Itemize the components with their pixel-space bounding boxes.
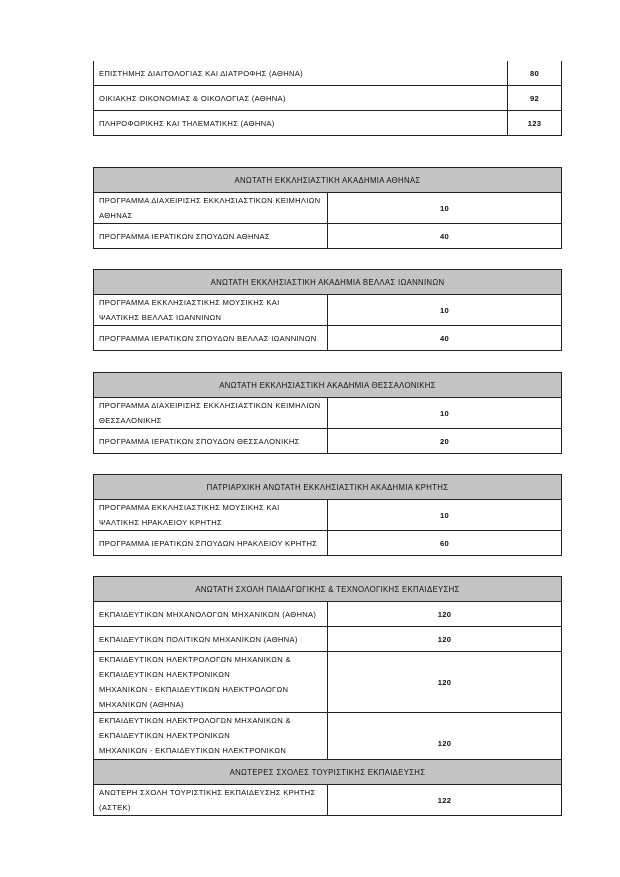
- program-name: [94, 602, 328, 627]
- program-name: [94, 627, 328, 652]
- institution-header: [94, 373, 562, 398]
- institution-header: [94, 168, 562, 193]
- places-count: 10: [328, 193, 562, 224]
- places-count: 20: [328, 429, 562, 454]
- institution-table-thessaloniki-academy: [93, 372, 562, 454]
- program-name: [94, 111, 508, 136]
- institution-title: ΑΝΩΤΑΤΗ ΕΚΚΛΗΣΙΑΣΤΙΚΗ ΑΚΑΔΗΜΙΑ ΑΘΗΝΑΣ: [94, 168, 562, 193]
- program-name-line: ΑΝΩΤΕΡΗ ΣΧΟΛΗ ΤΟΥΡΙΣΤΙΚΗΣ ΕΚΠΑΙΔΕΥΣΗΣ ΚΡΗΤΗΣ (ΑΣΤΕΚ): [99, 788, 316, 812]
- institution-table-tourism-schools: [93, 759, 562, 816]
- program-name: [94, 531, 328, 556]
- program-name-line: ΕΚΠΑΙΔΕΥΤΙΚΩΝ ΗΛΕΚΤΡΟΛΟΓΩΝ ΜΗΧΑΝΙΚΩΝ & ΕΚΠΑΙΔΕΥΤΙΚΩΝ ΗΛΕΚΤΡΟΝΙΚΩΝ: [99, 716, 291, 740]
- places-count: 10: [328, 295, 562, 326]
- table-row: [94, 627, 562, 652]
- places-count: 120: [328, 602, 562, 627]
- institution-header: [94, 760, 562, 785]
- table-row: [94, 86, 562, 111]
- program-name: [94, 224, 328, 249]
- places-count: 92: [508, 86, 562, 111]
- places-count: 40: [328, 224, 562, 249]
- places-count: 122: [328, 785, 562, 816]
- institution-title: ΑΝΩΤΑΤΗ ΣΧΟΛΗ ΠΑΙΔΑΓΩΓΙΚΗΣ & ΤΕΧΝΟΛΟΓΙΚΗΣ ΕΚΠΑΙΔΕΥΣΗΣ: [94, 577, 562, 602]
- table-row: [94, 531, 562, 556]
- institution-table-crete-academy: [93, 474, 562, 556]
- program-name-line: ΠΡΟΓΡΑΜΜΑ ΕΚΚΛΗΣΙΑΣΤΙΚΗΣ ΜΟΥΣΙΚΗΣ ΚΑΙ ΨΑΛΤΙΚΗΣ ΒΕΛΛΑΣ ΙΩΑΝΝΙΝΩΝ: [99, 298, 280, 322]
- program-name-line: ΠΡΟΓΡΑΜΜΑ ΕΚΚΛΗΣΙΑΣΤΙΚΗΣ ΜΟΥΣΙΚΗΣ ΚΑΙ ΨΑΛΤΙΚΗΣ ΗΡΑΚΛΕΙΟΥ ΚΡΗΤΗΣ: [99, 503, 280, 527]
- institution-title: ΑΝΩΤΑΤΗ ΕΚΚΛΗΣΙΑΣΤΙΚΗ ΑΚΑΔΗΜΙΑ ΘΕΣΣΑΛΟΝΙΚΗΣ: [94, 373, 562, 398]
- program-name-line: ΠΡΟΓΡΑΜΜΑ ΙΕΡΑΤΙΚΩΝ ΣΠΟΥΔΩΝ ΗΡΑΚΛΕΙΟΥ ΚΡΗΤΗΣ: [99, 538, 318, 548]
- program-name: [94, 785, 328, 816]
- program-name-line: ΜΗΧΑΝΙΚΩΝ - ΕΚΠΑΙΔΕΥΤΙΚΩΝ ΗΛΕΚΤΡΟΝΙΚΩΝ: [99, 746, 287, 755]
- program-name-line: ΠΡΟΓΡΑΜΜΑ ΙΕΡΑΤΙΚΩΝ ΣΠΟΥΔΩΝ ΒΕΛΛΑΣ ΙΩΑΝΝΙΝΩΝ: [99, 333, 317, 343]
- program-name-line: ΕΠΙΣΤΗΜΗΣ ΔΙΑΙΤΟΛΟΓΙΑΣ ΚΑΙ ΔΙΑΤΡΟΦΗΣ (ΑΘΗΝΑ): [99, 68, 303, 78]
- institution-table-athens-academy: [93, 167, 562, 249]
- program-name: [94, 86, 508, 111]
- program-name-line: ΕΚΠΑΙΔΕΥΤΙΚΩΝ ΠΟΛΙΤΙΚΩΝ ΜΗΧΑΝΙΚΩΝ (ΑΘΗΝΑ): [99, 634, 298, 644]
- table-row: [94, 326, 562, 351]
- program-name: [94, 429, 328, 454]
- institution-table-vella-academy: [93, 269, 562, 351]
- places-count: 120: [328, 627, 562, 652]
- program-name: [94, 61, 508, 86]
- institution-header: [94, 475, 562, 500]
- places-count: 80: [508, 61, 562, 86]
- table-row: [94, 193, 562, 224]
- table-row: [94, 224, 562, 249]
- places-count: 40: [328, 326, 562, 351]
- program-name: [94, 193, 328, 224]
- places-count: 60: [328, 531, 562, 556]
- table-row: [94, 785, 562, 816]
- institution-title: ΑΝΩΤΑΤΗ ΕΚΚΛΗΣΙΑΣΤΙΚΗ ΑΚΑΔΗΜΙΑ ΒΕΛΛΑΣ ΙΩΑΝΝΙΝΩΝ: [94, 270, 562, 295]
- table-row: [94, 500, 562, 531]
- program-name-line: ΠΛΗΡΟΦΟΡΙΚΗΣ ΚΑΙ ΤΗΛΕΜΑΤΙΚΗΣ (ΑΘΗΝΑ): [99, 118, 275, 128]
- program-name: [94, 326, 328, 351]
- program-name-line: ΜΗΧΑΝΙΚΩΝ - ΕΚΠΑΙΔΕΥΤΙΚΩΝ ΗΛΕΚΤΡΟΛΟΓΩΝ ΜΗΧΑΝΙΚΩΝ (ΑΘΗΝΑ): [99, 685, 289, 709]
- program-name-line: ΠΡΟΓΡΑΜΜΑ ΔΙΑΧΕΙΡΙΣΗΣ ΕΚΚΛΗΣΙΑΣΤΙΚΩΝ ΚΕΙΜΗΛΙΩΝ ΑΘΗΝΑΣ: [99, 196, 321, 220]
- table-row: [94, 398, 562, 429]
- programs-table-continued: [93, 61, 562, 136]
- table-row: [94, 61, 562, 86]
- program-name: [94, 295, 328, 326]
- places-count: 10: [328, 398, 562, 429]
- institution-header: [94, 270, 562, 295]
- table-row: [94, 295, 562, 326]
- program-name-line: ΟΙΚΙΑΚΗΣ ΟΙΚΟΝΟΜΙΑΣ & ΟΙΚΟΛΟΓΙΑΣ (ΑΘΗΝΑ): [99, 93, 286, 103]
- program-name: [94, 500, 328, 531]
- table-row: [94, 652, 562, 713]
- places-count: 120: [328, 713, 562, 774]
- institution-title: ΑΝΩΤΕΡΕΣ ΣΧΟΛΕΣ ΤΟΥΡΙΣΤΙΚΗΣ ΕΚΠΑΙΔΕΥΣΗΣ: [94, 760, 562, 785]
- table-row: [94, 429, 562, 454]
- institution-header: [94, 577, 562, 602]
- program-name: [94, 398, 328, 429]
- program-name-line: ΠΡΟΓΡΑΜΜΑ ΙΕΡΑΤΙΚΩΝ ΣΠΟΥΔΩΝ ΑΘΗΝΑΣ: [99, 231, 270, 241]
- places-count: 123: [508, 111, 562, 136]
- table-row: [94, 111, 562, 136]
- table-row: [94, 602, 562, 627]
- program-name-line: ΠΡΟΓΡΑΜΜΑ ΙΕΡΑΤΙΚΩΝ ΣΠΟΥΔΩΝ ΘΕΣΣΑΛΟΝΙΚΗΣ: [99, 436, 300, 446]
- institution-table-aspete: [93, 576, 562, 774]
- program-name-line: ΕΚΠΑΙΔΕΥΤΙΚΩΝ ΜΗΧΑΝΟΛΟΓΩΝ ΜΗΧΑΝΙΚΩΝ (ΑΘΗΝΑ): [99, 609, 317, 619]
- places-count: 10: [328, 500, 562, 531]
- program-name-line: ΕΚΠΑΙΔΕΥΤΙΚΩΝ ΗΛΕΚΤΡΟΛΟΓΩΝ ΜΗΧΑΝΙΚΩΝ & ΕΚΠΑΙΔΕΥΤΙΚΩΝ ΗΛΕΚΤΡΟΝΙΚΩΝ: [99, 655, 291, 679]
- institution-title: ΠΑΤΡΙΑΡΧΙΚΗ ΑΝΩΤΑΤΗ ΕΚΚΛΗΣΙΑΣΤΙΚΗ ΑΚΑΔΗΜΙΑ ΚΡΗΤΗΣ: [94, 475, 562, 500]
- places-count: 120: [328, 652, 562, 713]
- program-name: [94, 652, 328, 713]
- program-name-line: ΠΡΟΓΡΑΜΜΑ ΔΙΑΧΕΙΡΙΣΗΣ ΕΚΚΛΗΣΙΑΣΤΙΚΩΝ ΚΕΙΜΗΛΙΩΝ ΘΕΣΣΑΛΟΝΙΚΗΣ: [99, 401, 321, 425]
